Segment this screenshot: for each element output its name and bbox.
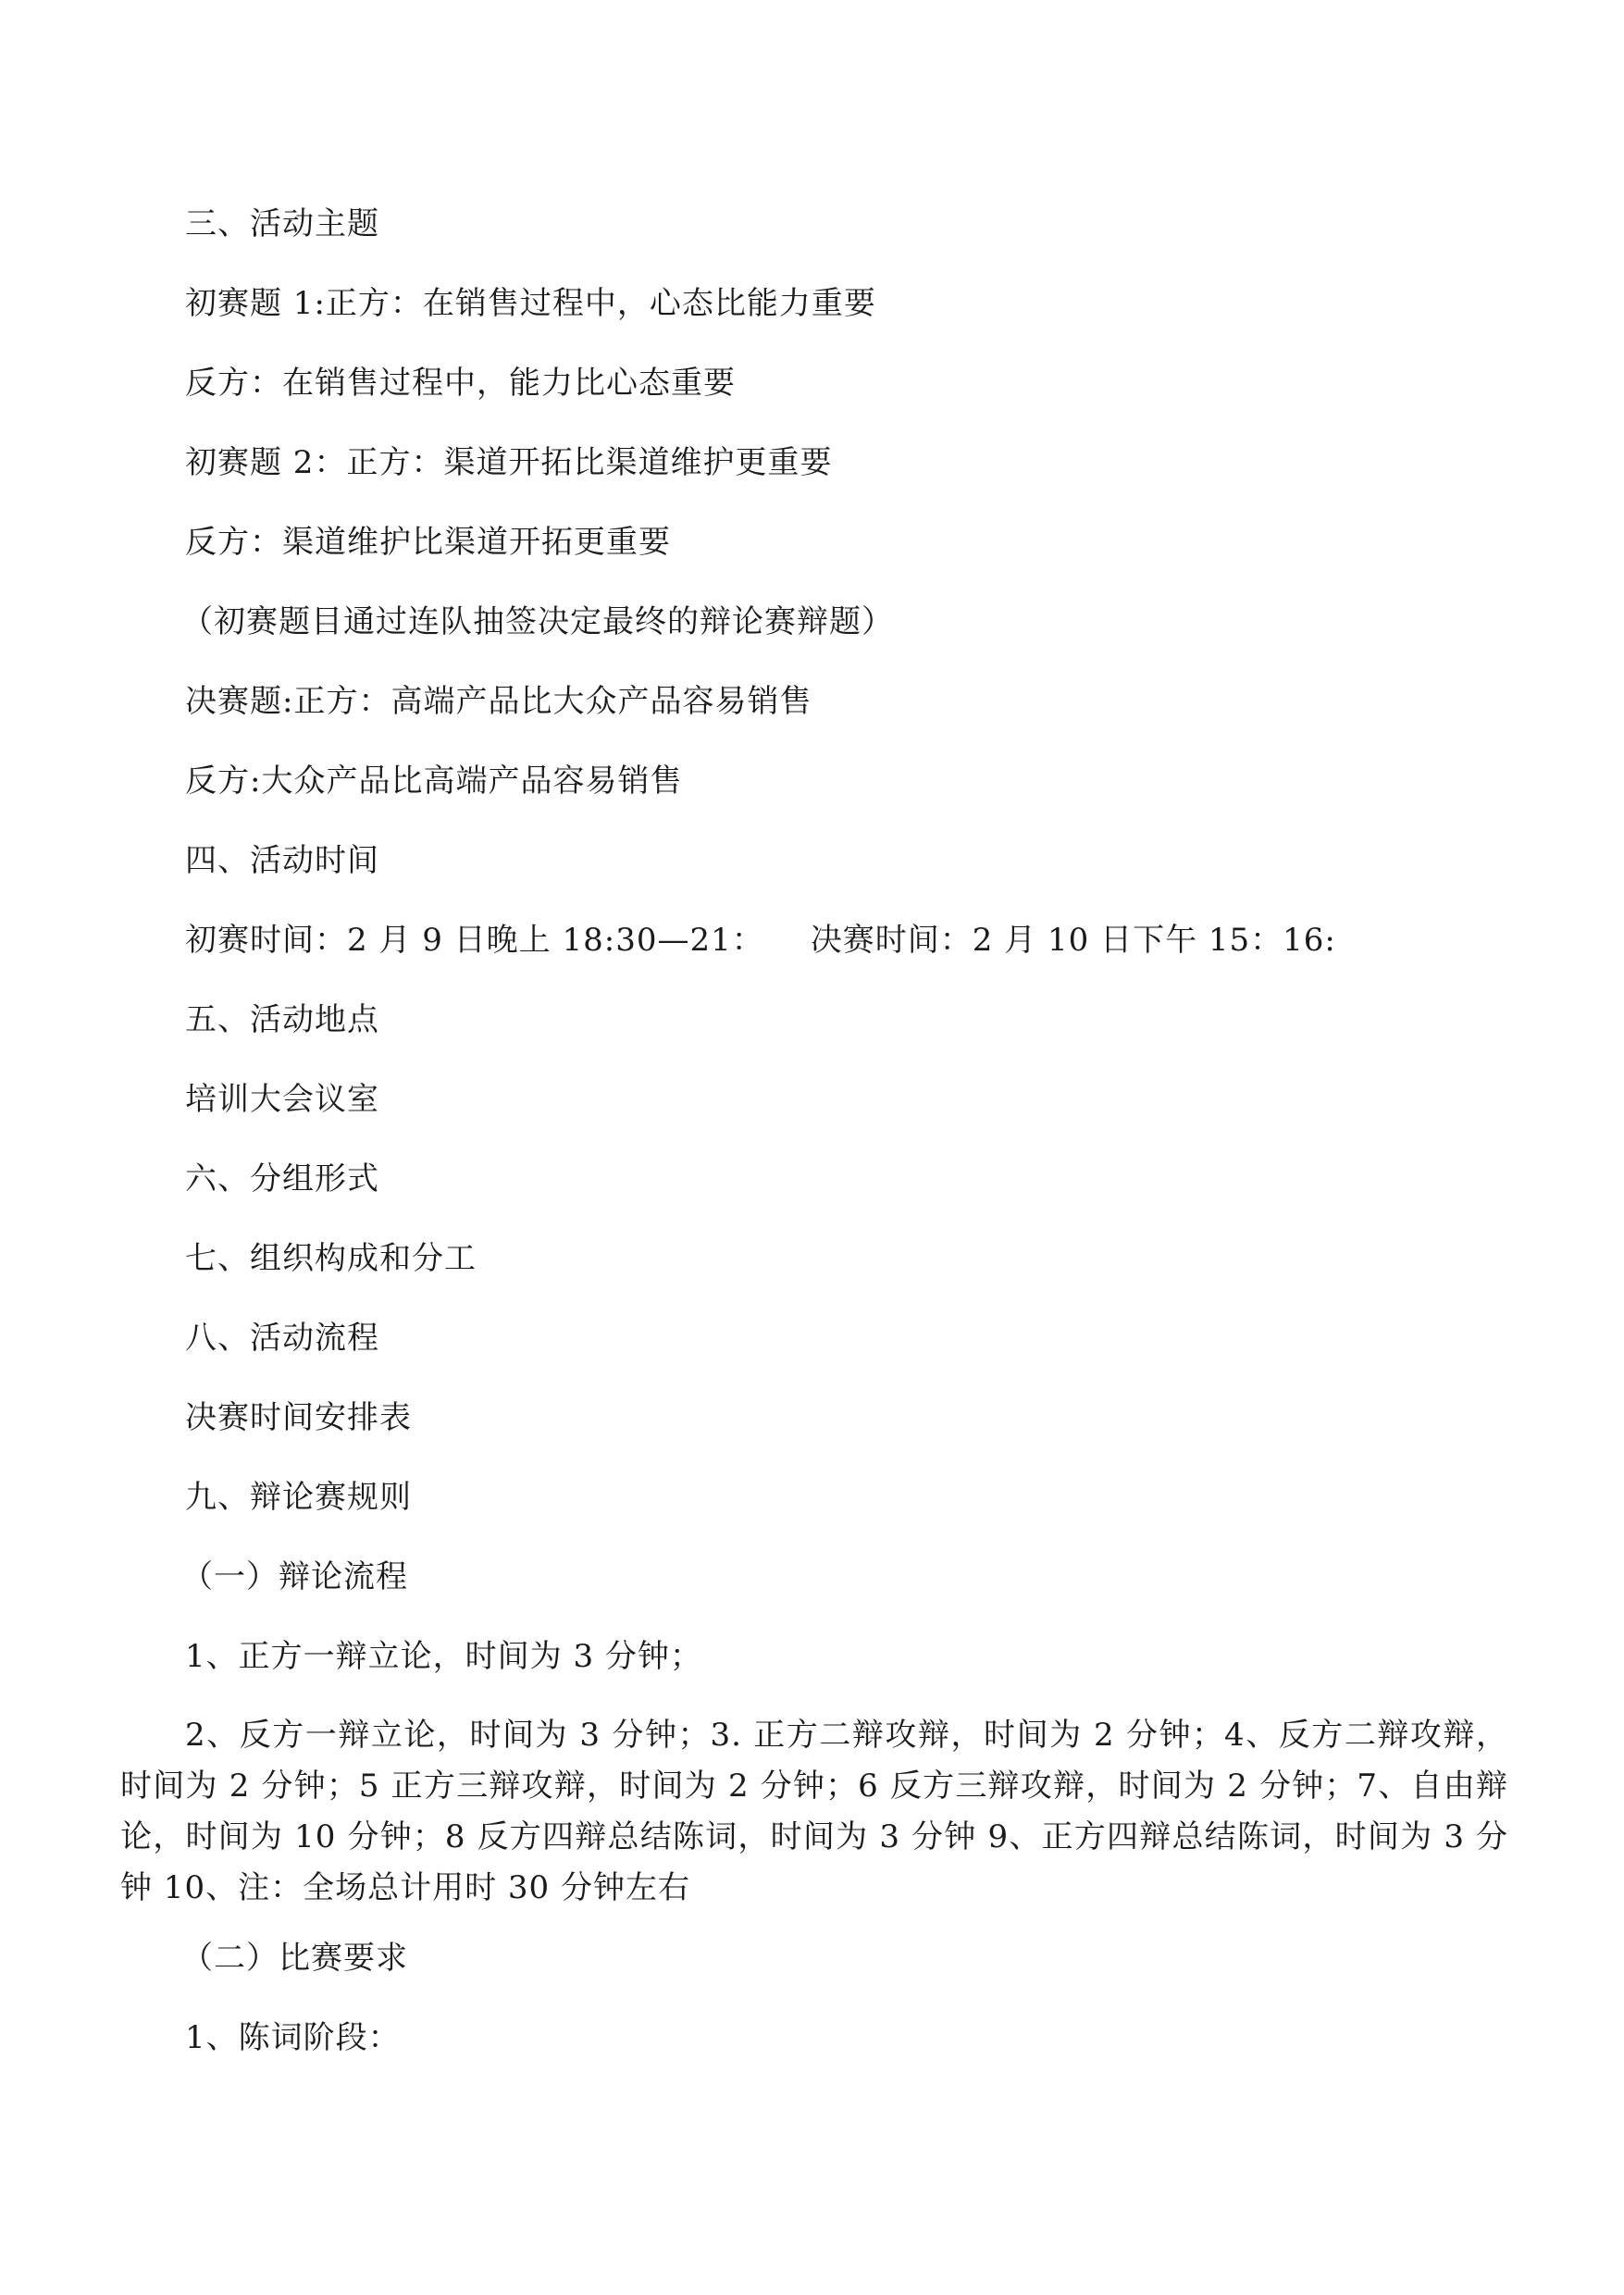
prelim-time: 初赛时间：2 月 9 日晚上 18:30—21： bbox=[185, 922, 764, 959]
section-heading-activity-time: 四、活动时间 bbox=[185, 842, 379, 879]
topic2-con: 反方：渠道维护比渠道开拓更重要 bbox=[185, 524, 671, 561]
section-heading-organization: 七、组织构成和分工 bbox=[185, 1240, 477, 1277]
stage-1-statement: 1、陈词阶段： bbox=[185, 2019, 401, 2056]
section-heading-debate-rules: 九、辩论赛规则 bbox=[185, 1479, 412, 1516]
section-heading-activity-flow: 八、活动流程 bbox=[185, 1320, 379, 1357]
location-text: 培训大会议室 bbox=[185, 1081, 379, 1118]
process-steps-paragraph bbox=[120, 1710, 1508, 1914]
final-time: 决赛时间：2 月 10 日下午 15：16: bbox=[810, 922, 1336, 959]
section-heading-grouping: 六、分组形式 bbox=[185, 1160, 379, 1197]
final-topic-pro: 决赛题:正方：高端产品比大众产品容易销售 bbox=[185, 683, 812, 720]
process-steps-text: 2、反方一辩立论，时间为 3 分钟；3. 正方二辩攻辩，时间为 2 分钟；4、反方二辩攻辩，时间为 2 分钟；5 正方三辩攻辩，时间为 2 分钟；6 反方三辩攻辩，时间为 2 分钟；7、自由辩论，时间为 10 分钟；8 反方四辩总结陈词，时间为 3 分钟 9、正方四辩总结陈词，时间为 3 分钟 10、注：全场总计用时 30 分钟左右 bbox=[120, 1717, 1508, 1906]
section-heading-activity-theme: 三、活动主题 bbox=[185, 205, 379, 242]
topic-note: （初赛题目通过连队抽签决定最终的辩论赛辩题） bbox=[181, 603, 894, 640]
section-heading-activity-location: 五、活动地点 bbox=[185, 1001, 379, 1038]
process-step-1: 1、正方一辩立论，时间为 3 分钟； bbox=[185, 1638, 702, 1675]
schedule-times bbox=[185, 922, 1336, 959]
topic2-pro: 初赛题 2：正方：渠道开拓比渠道维护更重要 bbox=[185, 444, 833, 481]
final-topic-con: 反方:大众产品比高端产品容易销售 bbox=[185, 763, 683, 800]
subheading-match-requirements: （二）比赛要求 bbox=[181, 1940, 408, 1977]
final-schedule-label: 决赛时间安排表 bbox=[185, 1399, 412, 1436]
topic1-pro: 初赛题 1:正方：在销售过程中，心态比能力重要 bbox=[185, 285, 876, 322]
topic1-con: 反方：在销售过程中，能力比心态重要 bbox=[185, 365, 736, 402]
subheading-debate-process: （一）辩论流程 bbox=[181, 1558, 408, 1595]
